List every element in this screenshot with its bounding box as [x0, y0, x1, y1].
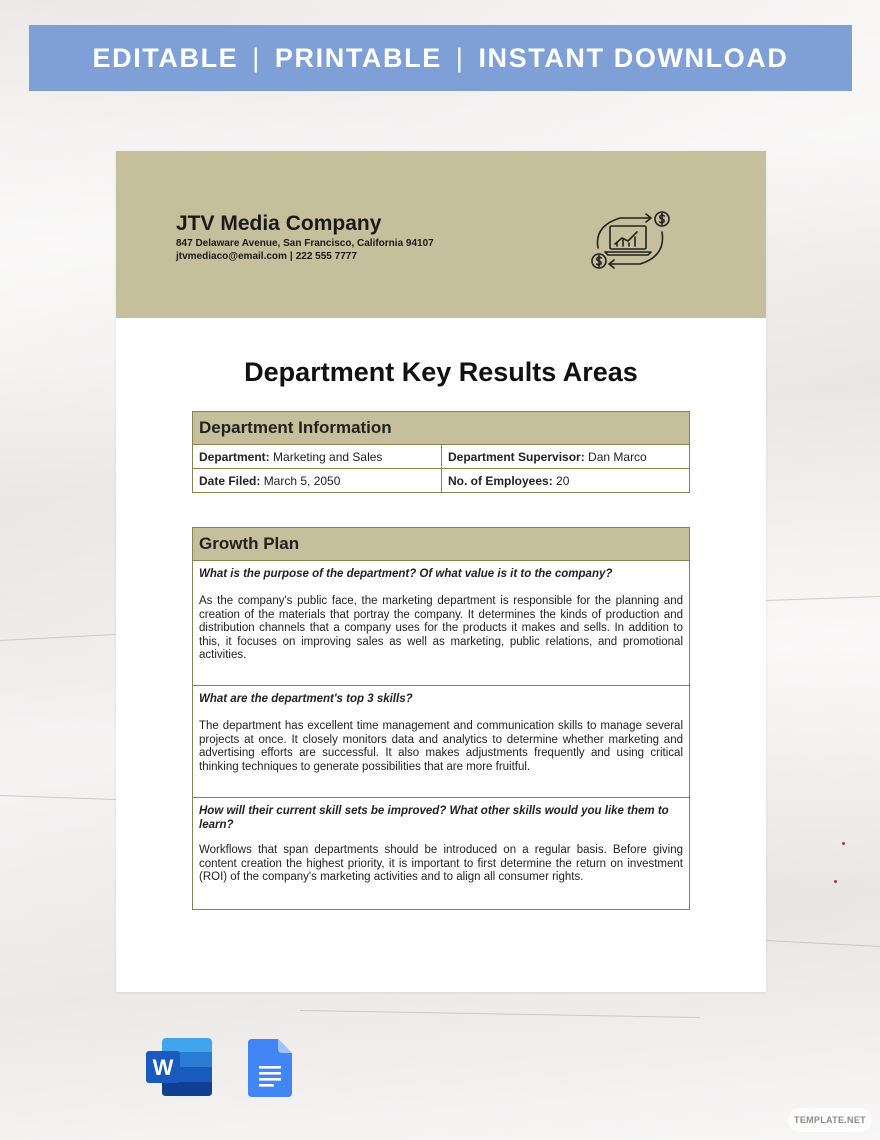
date-filed-label: Date Filed: [199, 473, 261, 488]
google-docs-icon [248, 1039, 292, 1097]
growth-answer: As the company's public face, the marketing department is responsible for the planning and creation of the materials that portray the company. It determines the kinds of production and distribution channels that a company uses for the products it makes and sells. In addition to this, it focuses on improving sales as well as marketing, public relations, and promotional activities. [199, 595, 683, 662]
supervisor-label: Department Supervisor: [448, 449, 585, 464]
company-phone: 222 555 7777 [295, 251, 357, 262]
company-name: JTV Media Company [176, 212, 382, 235]
financial-exchange-icon [582, 208, 678, 274]
banner-editable: EDITABLE [92, 42, 239, 73]
growth-plan-item [193, 686, 690, 798]
department-info-heading: Department Information [193, 412, 690, 445]
growth-plan-item [193, 798, 690, 910]
document-page [116, 151, 766, 992]
growth-question: What is the purpose of the department? Of what value is it to the company? [199, 568, 613, 580]
employees-cell [442, 469, 690, 493]
company-address: 847 Delaware Avenue, San Francisco, California 94107 [176, 238, 434, 249]
template-net-watermark: TEMPLATE.NET [788, 1108, 872, 1132]
department-info-table [192, 411, 690, 493]
marble-vein [300, 1010, 700, 1018]
supervisor-cell [442, 445, 690, 469]
company-email: jtvmediaco@email.com [176, 251, 287, 262]
growth-plan-table [192, 527, 690, 910]
microsoft-word-icon [146, 1038, 212, 1096]
letterhead [116, 151, 766, 318]
banner-instant-download: INSTANT DOWNLOAD [478, 42, 789, 73]
employees-value: 20 [556, 473, 570, 488]
marble-vein [766, 940, 880, 947]
growth-plan-heading: Growth Plan [193, 528, 690, 561]
company-contact: jtvmediaco@email.com | 222 555 7777 [176, 251, 357, 262]
word-letter: W [152, 1055, 174, 1080]
marble-vein [766, 596, 880, 601]
employees-label: No. of Employees: [448, 473, 553, 488]
growth-plan-item [193, 561, 690, 686]
growth-answer: Workflows that span departments should be introduced on a regular basis. Before giving content creation the highest priority, it is important to first determine the return on investment (ROI) of the company's marketing activities and to align all consumer rights. [199, 844, 683, 884]
growth-question: What are the department's top 3 skills? [199, 693, 413, 705]
banner-separator: | [252, 42, 261, 73]
date-filed-value: March 5, 2050 [263, 473, 341, 488]
document-title: Department Key Results Areas [244, 357, 638, 387]
marble-speck [834, 880, 837, 883]
supervisor-value: Dan Marco [588, 449, 647, 464]
promo-banner [29, 25, 852, 91]
department-label: Department: [199, 449, 270, 464]
date-filed-cell [193, 469, 442, 493]
growth-question: How will their current skill sets be improved? What other skills would you like them to learn? [199, 805, 669, 831]
banner-printable: PRINTABLE [274, 42, 442, 73]
growth-answer: The department has excellent time management and communication skills to manage several projects at once. It closely monitors data and analytics to determine whether marketing and advertising efforts are successful. It also makes adjustments frequently and using critical thinking techniques to generate possibilities that are more fruitful. [199, 720, 683, 773]
banner-separator: | [455, 42, 465, 73]
department-cell [193, 445, 442, 469]
department-value: Marketing and Sales [273, 449, 383, 464]
marble-speck [842, 842, 845, 845]
